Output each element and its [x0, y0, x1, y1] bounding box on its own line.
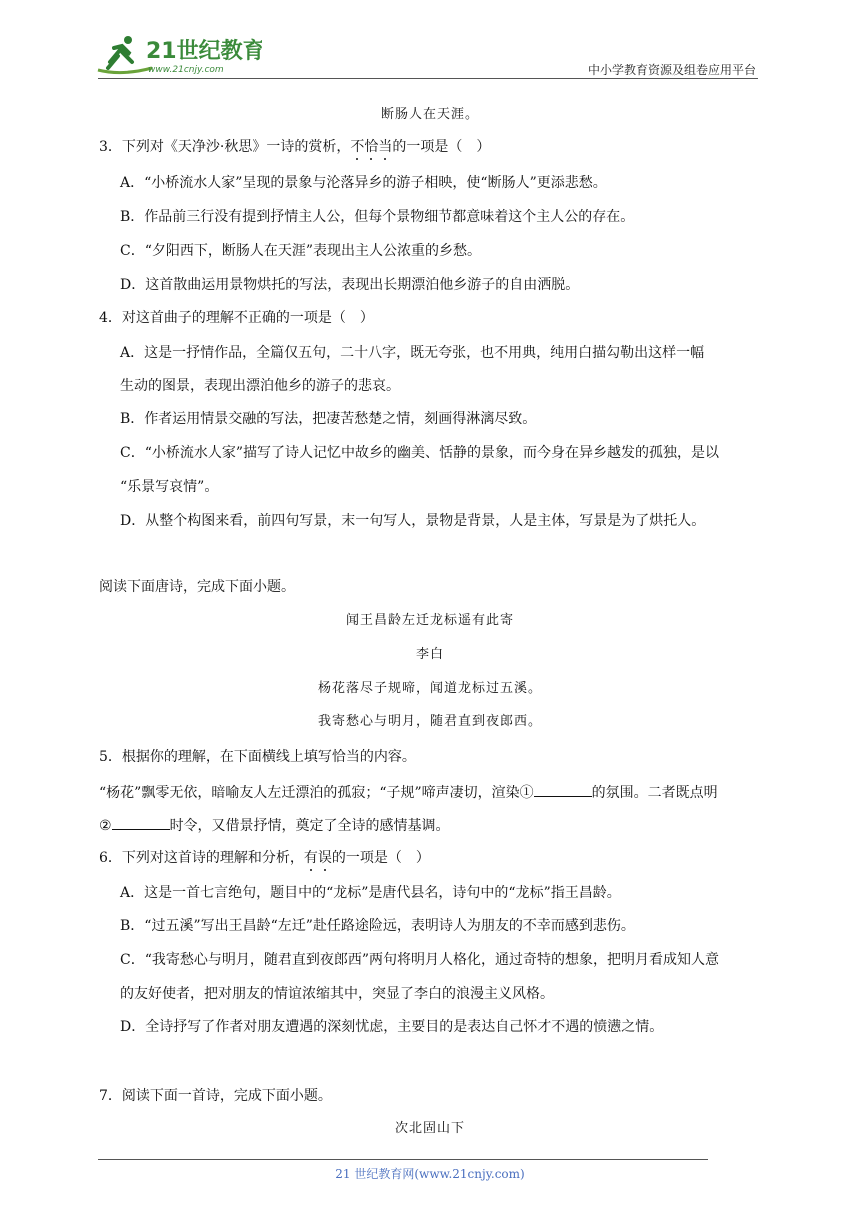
q3-option-d: D．这首散曲运用景物烘托的写法，表现出长期漂泊他乡游子的自由洒脱。: [120, 277, 580, 293]
poem-last-line: 断肠人在天涯。: [380, 107, 479, 122]
footer-divider: [98, 1159, 708, 1160]
poem-title: 闻王昌龄左迁龙标遥有此寄: [345, 613, 514, 628]
poem-line-2: 我寄愁心与明月，随君直到夜郎西。: [317, 714, 542, 729]
q6-stem: 6．下列对这首诗的理解和分析，有误的一项是（ ）: [99, 850, 430, 866]
q4-option-d: D．从整个构图来看，前四句写景，末一句写人，景物是背景，人是主体，写景是为了烘托人。: [120, 513, 706, 529]
blank-1[interactable]: [534, 782, 592, 797]
q5-fill-line1: “杨花”飘零无依，暗喻友人左迁漂泊的孤寂；“子规”啼声凄切，渲染① 的氛围。二者既点明: [99, 782, 718, 802]
q3-option-c: C．“夕阳西下，断肠人在天涯”表现出主人公浓重的乡愁。: [120, 243, 482, 259]
q6-option-c-line1: C．“我寄愁心与明月，随君直到夜郎西”两句将明月人格化，通过奇特的想象，把明月看成知人意: [120, 952, 720, 968]
q4-stem: 4．对这首曲子的理解不正确的一项是（ ）: [99, 310, 374, 326]
q3-option-a: A．“小桥流水人家”呈现的景象与沦落异乡的游子相映，使“断肠人”更添悲愁。: [120, 175, 607, 191]
site-logo: [92, 32, 262, 78]
q6-option-c-line2: 的友好使者，把对朋友的情谊浓缩其中，突显了李白的浪漫主义风格。: [120, 986, 554, 1002]
q6-option-b: B．“过五溪”写出王昌龄“左迁”赴任路途险远，表明诗人为朋友的不幸而感到悲伤。: [120, 918, 635, 934]
q5-stem: 5．根据你的理解，在下面横线上填写恰当的内容。: [99, 749, 416, 765]
reading-intro: 阅读下面唐诗，完成下面小题。: [99, 579, 295, 595]
q4-option-c-line2: “乐景写哀情”。: [120, 479, 219, 495]
q6-option-a: A．这是一首七言绝句，题目中的“龙标”是唐代县名，诗句中的“龙标”指王昌龄。: [120, 885, 621, 901]
q7-stem: 7．阅读下面一首诗，完成下面小题。: [99, 1088, 332, 1104]
footer-text[interactable]: 21 世纪教育网(www.21cnjy.com): [335, 1167, 525, 1181]
logo-text: 21世纪教育: [146, 39, 262, 64]
poem-author: 李白: [415, 647, 444, 662]
header-divider: [98, 78, 758, 79]
q4-option-b: B．作者运用情景交融的写法，把凄苦愁楚之情，刻画得淋漓尽致。: [120, 411, 537, 427]
platform-name: 中小学教育资源及组卷应用平台: [587, 63, 756, 77]
q4-option-a-line1: A．这是一抒情作品，全篇仅五句，二十八字，既无夸张，也不用典，纯用白描勾勒出这样一幅: [120, 345, 705, 361]
q4-option-c-line1: C．“小桥流水人家”描写了诗人记忆中故乡的幽美、恬静的景象，而今身在异乡越发的孤独，是以: [120, 445, 720, 461]
blank-2[interactable]: [112, 815, 170, 830]
logo-url: www.21cnjy.com: [148, 65, 224, 75]
q6-option-d: D．全诗抒写了作者对朋友遭遇的深刻忧虑，主要目的是表达自己怀才不遇的愤懑之情。: [120, 1019, 664, 1035]
q5-fill-line2: ② 时令，又借景抒情，奠定了全诗的感情基调。: [99, 815, 450, 835]
q7-poem-title: 次北固山下: [394, 1121, 465, 1136]
poem-line-1: 杨花落尽子规啼，闻道龙标过五溪。: [317, 681, 542, 696]
q4-option-a-line2: 生动的图景，表现出漂泊他乡的游子的悲哀。: [120, 378, 400, 394]
q3-stem: 3．下列对《天净沙·秋思》一诗的赏析，不恰当的一项是（ ）: [99, 139, 491, 155]
q3-option-b: B．作品前三行没有提到抒情主人公，但每个景物细节都意味着这个主人公的存在。: [120, 209, 635, 225]
